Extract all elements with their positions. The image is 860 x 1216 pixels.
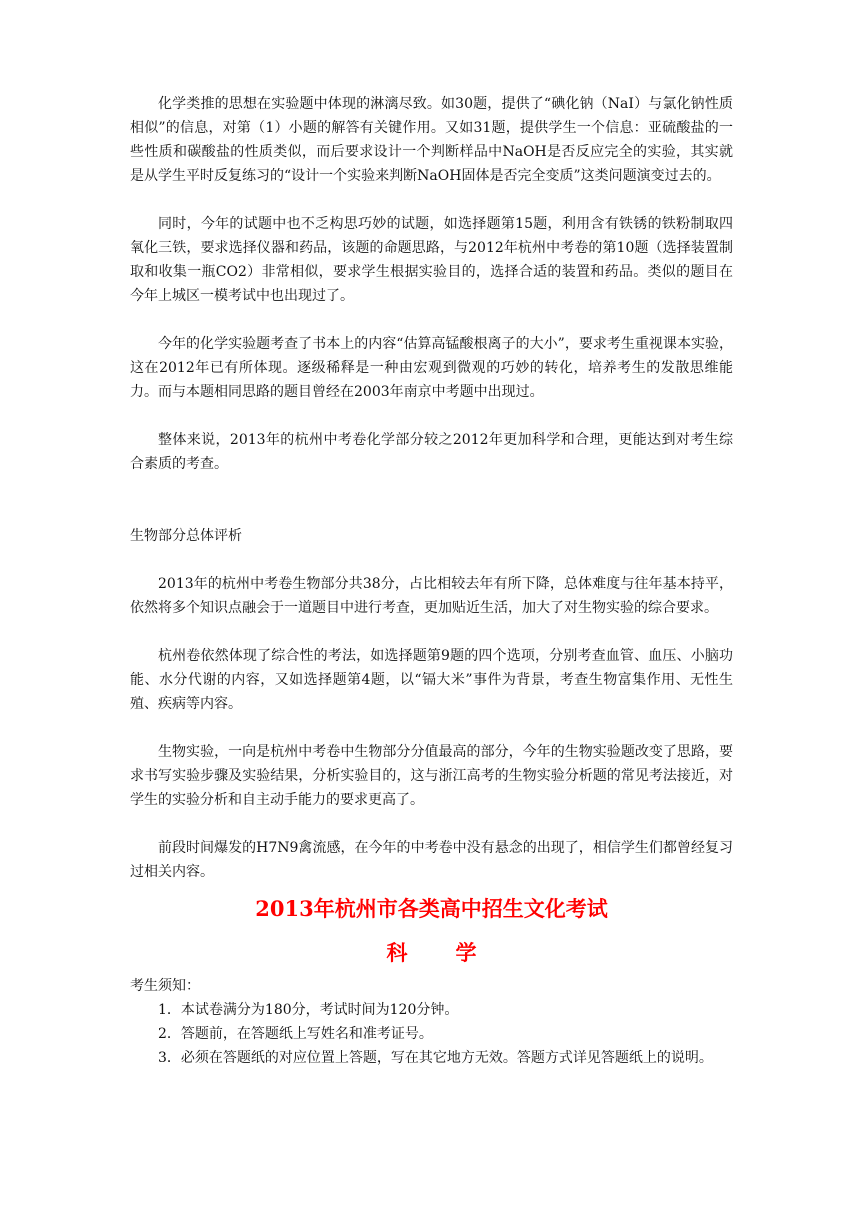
- exam-subject: 科学: [386, 940, 525, 965]
- chemistry-paragraph-2: 同时，今年的试题中也不乏构思巧妙的试题，如选择题第15题，利用含有铁锈的铁粉制取四氧化三铁，要求选择仪器和药品，该题的命题思路，与2012年杭州中考卷的第10题（选择装置制取和收集一瓶CO2）非常相似，要求学生根据实验目的，选择合适的装置和药品。类似的题目在今年上城区一模考试中也出现过了。: [130, 216, 733, 304]
- biology-paragraph-4: 前段时间爆发的H7N9禽流感，在今年的中考卷中没有悬念的出现了，相信学生们都曾经复习过相关内容。: [130, 840, 733, 880]
- notice-item-2: 2．答题前，在答题纸上写姓名和准考证号。: [158, 1026, 433, 1042]
- document-page: [130, 92, 733, 1070]
- exam-title: 2013年杭州市各类高中招生文化考试: [255, 896, 608, 921]
- biology-heading: 生物部分总体评析: [130, 528, 242, 544]
- biology-paragraph-3: 生物实验，一向是杭州中考卷中生物部分分值最高的部分，今年的生物实验题改变了思路，要求书写实验步骤及实验结果，分析实验目的，这与浙江高考的生物实验分析题的常见考法接近，对学生的实验分析和自主动手能力的要求更高了。: [130, 744, 733, 808]
- notice-label: 考生须知：: [130, 978, 200, 994]
- chemistry-paragraph-3: 今年的化学实验题考查了书本上的内容“估算高锰酸根离子的大小”，要求考生重视课本实验，这在2012年已有所体现。逐级稀释是一种由宏观到微观的巧妙的转化，培养考生的发散思维能力。而与本题相同思路的题目曾经在2003年南京中考题中出现过。: [130, 336, 733, 400]
- notice-item-1: 1．本试卷满分为180分，考试时间为120分钟。: [158, 1002, 459, 1018]
- notice-item-3: 3．必须在答题纸的对应位置上答题，写在其它地方无效。答题方式详见答题纸上的说明。: [158, 1050, 713, 1066]
- biology-paragraph-2: 杭州卷依然体现了综合性的考法，如选择题第9题的四个选项，分别考查血管、血压、小脑功能、水分代谢的内容，又如选择题第4题，以“镉大米”事件为背景，考查生物富集作用、无性生殖、疾病等内容。: [130, 648, 733, 712]
- chemistry-paragraph-4: 整体来说，2013年的杭州中考卷化学部分较之2012年更加科学和合理，更能达到对考生综合素质的考查。: [130, 432, 733, 472]
- chemistry-paragraph-1: 化学类推的思想在实验题中体现的淋漓尽致。如30题，提供了“碘化钠（NaI）与氯化钠性质相似”的信息，对第（1）小题的解答有关键作用。又如31题，提供学生一个信息：亚硫酸盐的一些性质和碳酸盐的性质类似，而后要求设计一个判断样品中NaOH是否反应完全的实验，其实就是从学生平时反复练习的“设计一个实验来判断NaOH固体是否完全变质”这类问题演变过去的。: [130, 96, 733, 184]
- biology-paragraph-1: 2013年的杭州中考卷生物部分共38分，占比相较去年有所下降，总体难度与往年基本持平，依然将多个知识点融会于一道题目中进行考查，更加贴近生活，加大了对生物实验的综合要求。: [130, 576, 733, 616]
